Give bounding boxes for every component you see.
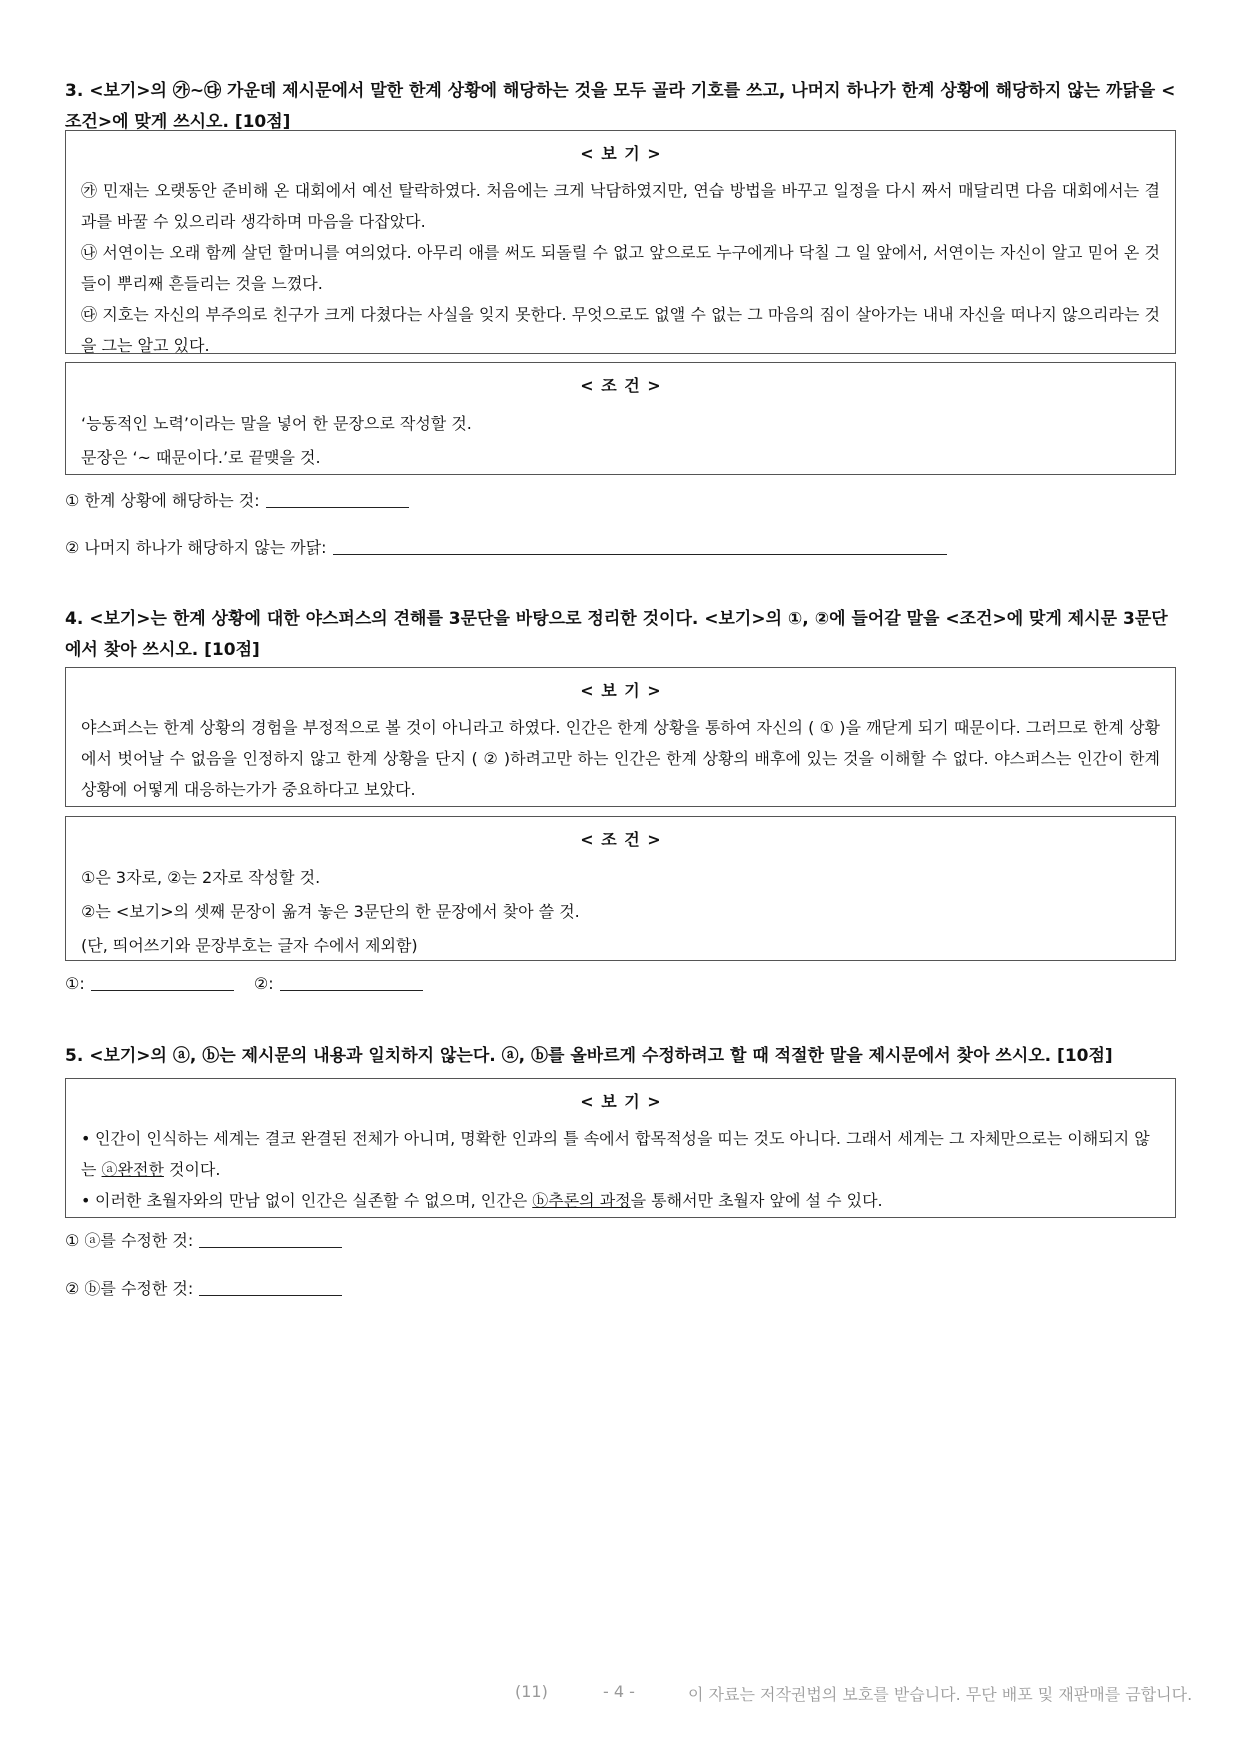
q3-bogi-item-da: ㉰ 지호는 자신의 부주의로 친구가 크게 다쳤다는 사실을 잊지 못한다. 무엇으로도 없앨 수 없는 그 마음의 짐이 살아가는 내내 자신을 떠나지 않으리라는 것을 그는 알고 있다. bbox=[81, 305, 1160, 355]
q5-answer-1-label: ① ⓐ를 수정한 것: bbox=[65, 1231, 194, 1250]
bullet-icon: • bbox=[81, 1191, 91, 1210]
q5-bogi-item-1: • 인간이 인식하는 세계는 결코 완결된 전체가 아니며, 명확한 인과의 틀 속에서 합목적성을 띠는 것도 아니다. 그래서 세계는 그 자체만으로는 이해되지 않는 ⓐ완전한 것이다. bbox=[81, 1123, 1160, 1185]
q3-bogi-box bbox=[65, 130, 1176, 354]
q4-condition-3: (단, 띄어쓰기와 문장부호는 글자 수에서 제외함) bbox=[81, 936, 418, 955]
q3-bogi-header: < 보 기 > bbox=[580, 144, 661, 163]
q5-bogi-item-2: • 이러한 초월자와의 만남 없이 인간은 실존할 수 없으며, 인간은 ⓑ추론의 과정을 통해서만 초월자 앞에 설 수 있다. bbox=[81, 1185, 1160, 1216]
q4-bogi-text: 야스퍼스는 한계 상황의 경험을 부정적으로 볼 것이 아니라고 하였다. 인간은 한계 상황을 통하여 자신의 ( ① )을 깨닫게 되기 때문이다. 그러므로 한계 상황에서 벗어날 수 없음을 인정하지 않고 한계 상황을 단지 ( ② )하려고만 하는 인간은 한계 상황의 배후에 있는 것을 이해할 수 없다. 야스퍼스는 인간이 한계 상황에 어떻게 대응하는가가 중요하다고 보았다. bbox=[81, 718, 1160, 799]
q4-bogi-box bbox=[65, 667, 1176, 807]
q5-bogi-box bbox=[65, 1078, 1176, 1218]
question-5-title: 5. <보기>의 ⓐ, ⓑ는 제시문의 내용과 일치하지 않는다. ⓐ, ⓑ를 올바르게 수정하려고 할 때 적절한 말을 제시문에서 찾아 쓰시오. [10점] bbox=[65, 1046, 1113, 1066]
q5-answer-2 bbox=[65, 1277, 342, 1301]
q5-answer-1-blank[interactable] bbox=[199, 1229, 342, 1248]
q5-mark-a: ⓐ완전한 bbox=[101, 1160, 164, 1179]
q3-answer-2-label: ② 나머지 하나가 해당하지 않는 까닭: bbox=[65, 538, 327, 557]
bullet-icon: • bbox=[81, 1129, 91, 1148]
footer-page-number: (11) bbox=[515, 1682, 548, 1701]
q3-answer-2 bbox=[65, 536, 947, 560]
q3-answer-2-blank[interactable] bbox=[333, 536, 947, 555]
q4-condition-box bbox=[65, 816, 1176, 961]
q5-mark-b: ⓑ추론의 과정 bbox=[532, 1191, 631, 1210]
question-3-title: 3. <보기>의 ㉮~㉰ 가운데 제시문에서 말한 한계 상황에 해당하는 것을 모두 골라 기호를 쓰고, 나머지 하나가 한계 상황에 해당하지 않는 까닭을 <조건>에 맞게 쓰시오. [10점] bbox=[65, 81, 1176, 132]
q4-answer-1-label: ①: bbox=[65, 974, 85, 993]
q4-answer-2-label: ②: bbox=[253, 974, 274, 993]
q3-answer-1-blank[interactable] bbox=[266, 489, 409, 508]
q3-answer-1-label: ① 한계 상황에 해당하는 것: bbox=[65, 491, 260, 510]
q5-answer-2-label: ② ⓑ를 수정한 것: bbox=[65, 1279, 194, 1298]
q3-condition-2: 문장은 ‘~ 때문이다.’로 끝맺을 것. bbox=[81, 448, 321, 467]
q3-condition-box bbox=[65, 362, 1176, 475]
q5-answer-2-blank[interactable] bbox=[199, 1277, 342, 1296]
q4-answer-2-blank[interactable] bbox=[280, 972, 423, 991]
q4-answers bbox=[65, 972, 423, 996]
q4-condition-header: < 조 건 > bbox=[580, 830, 661, 849]
q3-bogi-item-na: ㉯ 서연이는 오래 함께 살던 할머니를 여의었다. 아무리 애를 써도 되돌릴 수 없고 앞으로도 누구에게나 닥칠 그 일 앞에서, 서연이는 자신이 알고 믿어 온 것들이 뿌리째 흔들리는 것을 느꼈다. bbox=[81, 243, 1160, 293]
q4-condition-2: ②는 <보기>의 셋째 문장이 옮겨 놓은 3문단의 한 문장에서 찾아 쓸 것. bbox=[81, 902, 580, 921]
q3-condition-1: ‘능동적인 노력’이라는 말을 넣어 한 문장으로 작성할 것. bbox=[81, 414, 472, 433]
q5-answer-1 bbox=[65, 1229, 342, 1253]
footer-copyright: 이 자료는 저작권법의 보호를 받습니다. 무단 배포 및 재판매를 금합니다. bbox=[688, 1685, 1193, 1704]
q3-answer-1 bbox=[65, 489, 409, 513]
footer-page-index: - 4 - bbox=[603, 1682, 635, 1701]
q4-answer-1-blank[interactable] bbox=[91, 972, 234, 991]
q3-condition-header: < 조 건 > bbox=[580, 376, 661, 395]
q3-bogi-item-ga: ㉮ 민재는 오랫동안 준비해 온 대회에서 예선 탈락하였다. 처음에는 크게 낙담하였지만, 연습 방법을 바꾸고 일정을 다시 짜서 매달리면 다음 대회에서는 결과를 바꿀 수 있으리라 생각하며 마음을 다잡았다. bbox=[81, 181, 1160, 231]
q4-bogi-header: < 보 기 > bbox=[580, 681, 661, 700]
question-4-title: 4. <보기>는 한계 상황에 대한 야스퍼스의 견해를 3문단을 바탕으로 정리한 것이다. <보기>의 ①, ②에 들어갈 말을 <조건>에 맞게 제시문 3문단에서 찾아 쓰시오. [10점] bbox=[65, 609, 1168, 660]
q5-bogi-header: < 보 기 > bbox=[580, 1092, 661, 1111]
q4-condition-1: ①은 3자로, ②는 2자로 작성할 것. bbox=[81, 868, 321, 887]
